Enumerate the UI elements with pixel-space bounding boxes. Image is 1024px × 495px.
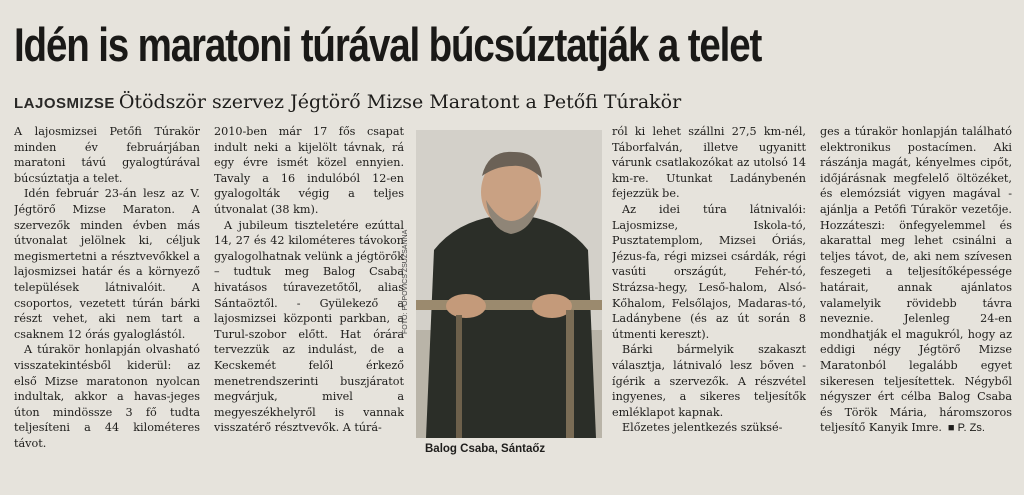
paragraph: Idén február 23-án lesz az V. Jégtörő Mizse Maraton. A szervezők minden évben más útvonalat jelölnek ki, céljuk megismertetni a résztvevőkkel a lajosmizsei határ és a környező települések látnivalóit. A csoportos, vezetett túrán bárki részt vehet, aki nem tart a csaknem 12 órás gyaloglástól.	[14, 187, 200, 341]
deck: Ötödször szervez Jégtörő Mizse Maratont a Petőfi Túrakör	[118, 91, 682, 113]
man-portrait-image	[416, 130, 602, 438]
paragraph	[820, 124, 1012, 437]
paragraph: A jubileum tiszteletére ezúttal 14, 27 és 42 kilométeres távokon gyalogolhatnak velünk a jégtörők – tudtuk meg Balog Csaba hivatásos túravezetőtől, alias Sántaöztől. - Gyülekező a lajosmizsei központi parkban, a Turul-szobor előtt. Hat órára tervezzük az indulást, de a Kecskemét felől érkező menetrendszerinti buszjáratot megvárjuk, mivel a megyeszékhelyről is vannak visszatérő résztvevők. A túrá-	[214, 218, 404, 435]
paragraph: Bárki bármelyik szakaszt választja, látnivaló lesz bőven - ígérik a szervezők. A részvétel ingyenes, a sikeres teljesítők emléklapot kapnak.	[612, 343, 806, 419]
location-kicker: LAJOSMIZSE	[14, 95, 115, 112]
portrait-photo	[416, 130, 602, 438]
headline: Idén is maratoni túrával búcsúztatják a telet	[14, 18, 762, 71]
paragraph: Előzetes jelentkezés szüksé-	[622, 421, 783, 435]
paragraph: A lajosmizsei Petőfi Túrakör minden év februárjában maratoni távú gyalogtúrával búcsúztatja a telet.	[14, 125, 200, 185]
paragraph-text: ges a túrakör honlapján található elektronikus postacímen. Aki rászánja magát, kényelmes cipőt, időjárásnak megfelelő öltözéket, és elemózsiát vigyen magával - ajánlja a Petőfi Túrakör vezetője. Hozzáteszi: önfegyelemmel és akarattal meg lehet csinálni a teljes távot, de, aki nem szívesen feszegeti a teljesítőképessége határait, annak ajánlatos valamelyik rövidebb távra neveznie. Jelenleg 24-en mondhatják el magukról, hogy az eddigi négy Jégtörő Mizse Maratonból legalább egyet sikeresen teljesítettek. Négyből négyszer ért célba Balog Csaba és Török Mária, háromszoros teljesítő Kanyik Imre.	[820, 125, 1012, 435]
adjacent-article-fragment	[942, 20, 1024, 110]
column-3	[612, 124, 806, 486]
photo-caption: Balog Csaba, Sántaőz	[425, 443, 546, 455]
paragraph: ról ki lehet szállni 27,5 km-nél, Táborfalván, illetve ugyanitt várunk csatlakozókat az utolsó 14 km-re. Utunkat Ladánybenén fejezzük be.	[612, 125, 806, 201]
author-signature: ■ P. Zs.	[947, 422, 985, 435]
column-2	[214, 124, 404, 486]
paragraph: A túrakör honlapján olvasható visszatekintésből kiderül: az első Mizse maratonon nyolcan indultak, akkor a havas-jeges úton mindössze 3 fő tudta teljesíteni a 44 kilométeres távot.	[14, 343, 200, 450]
paragraph: 2010-ben már 17 fős csapat indult neki a kijelölt távnak, rá egy évre ismét közel ennyien. Tavaly a 16 indulóból 12-en gyalogolták végig a teljes útvonalat (38 km).	[214, 125, 404, 216]
column-4	[820, 124, 1012, 486]
column-1	[14, 124, 200, 486]
subhead	[14, 90, 774, 116]
photo-credit: FOTÓ: POPOVICS ZSUZSANNA	[402, 229, 409, 334]
paragraph: Az idei túra látnivalói: Lajosmizse, Iskola-tó, Pusztatemplom, Mizsei Óriás, Jézus-fa, régi mizsei csárdák, régi vasúti országút, Fehér-tó, Strázsa-hegy, Leső-halom, Alsó-Kőhalom, Felsőlajos, Madaras-tó, Ladánybene (és az út során 8 útmenti kereszt).	[612, 202, 806, 341]
